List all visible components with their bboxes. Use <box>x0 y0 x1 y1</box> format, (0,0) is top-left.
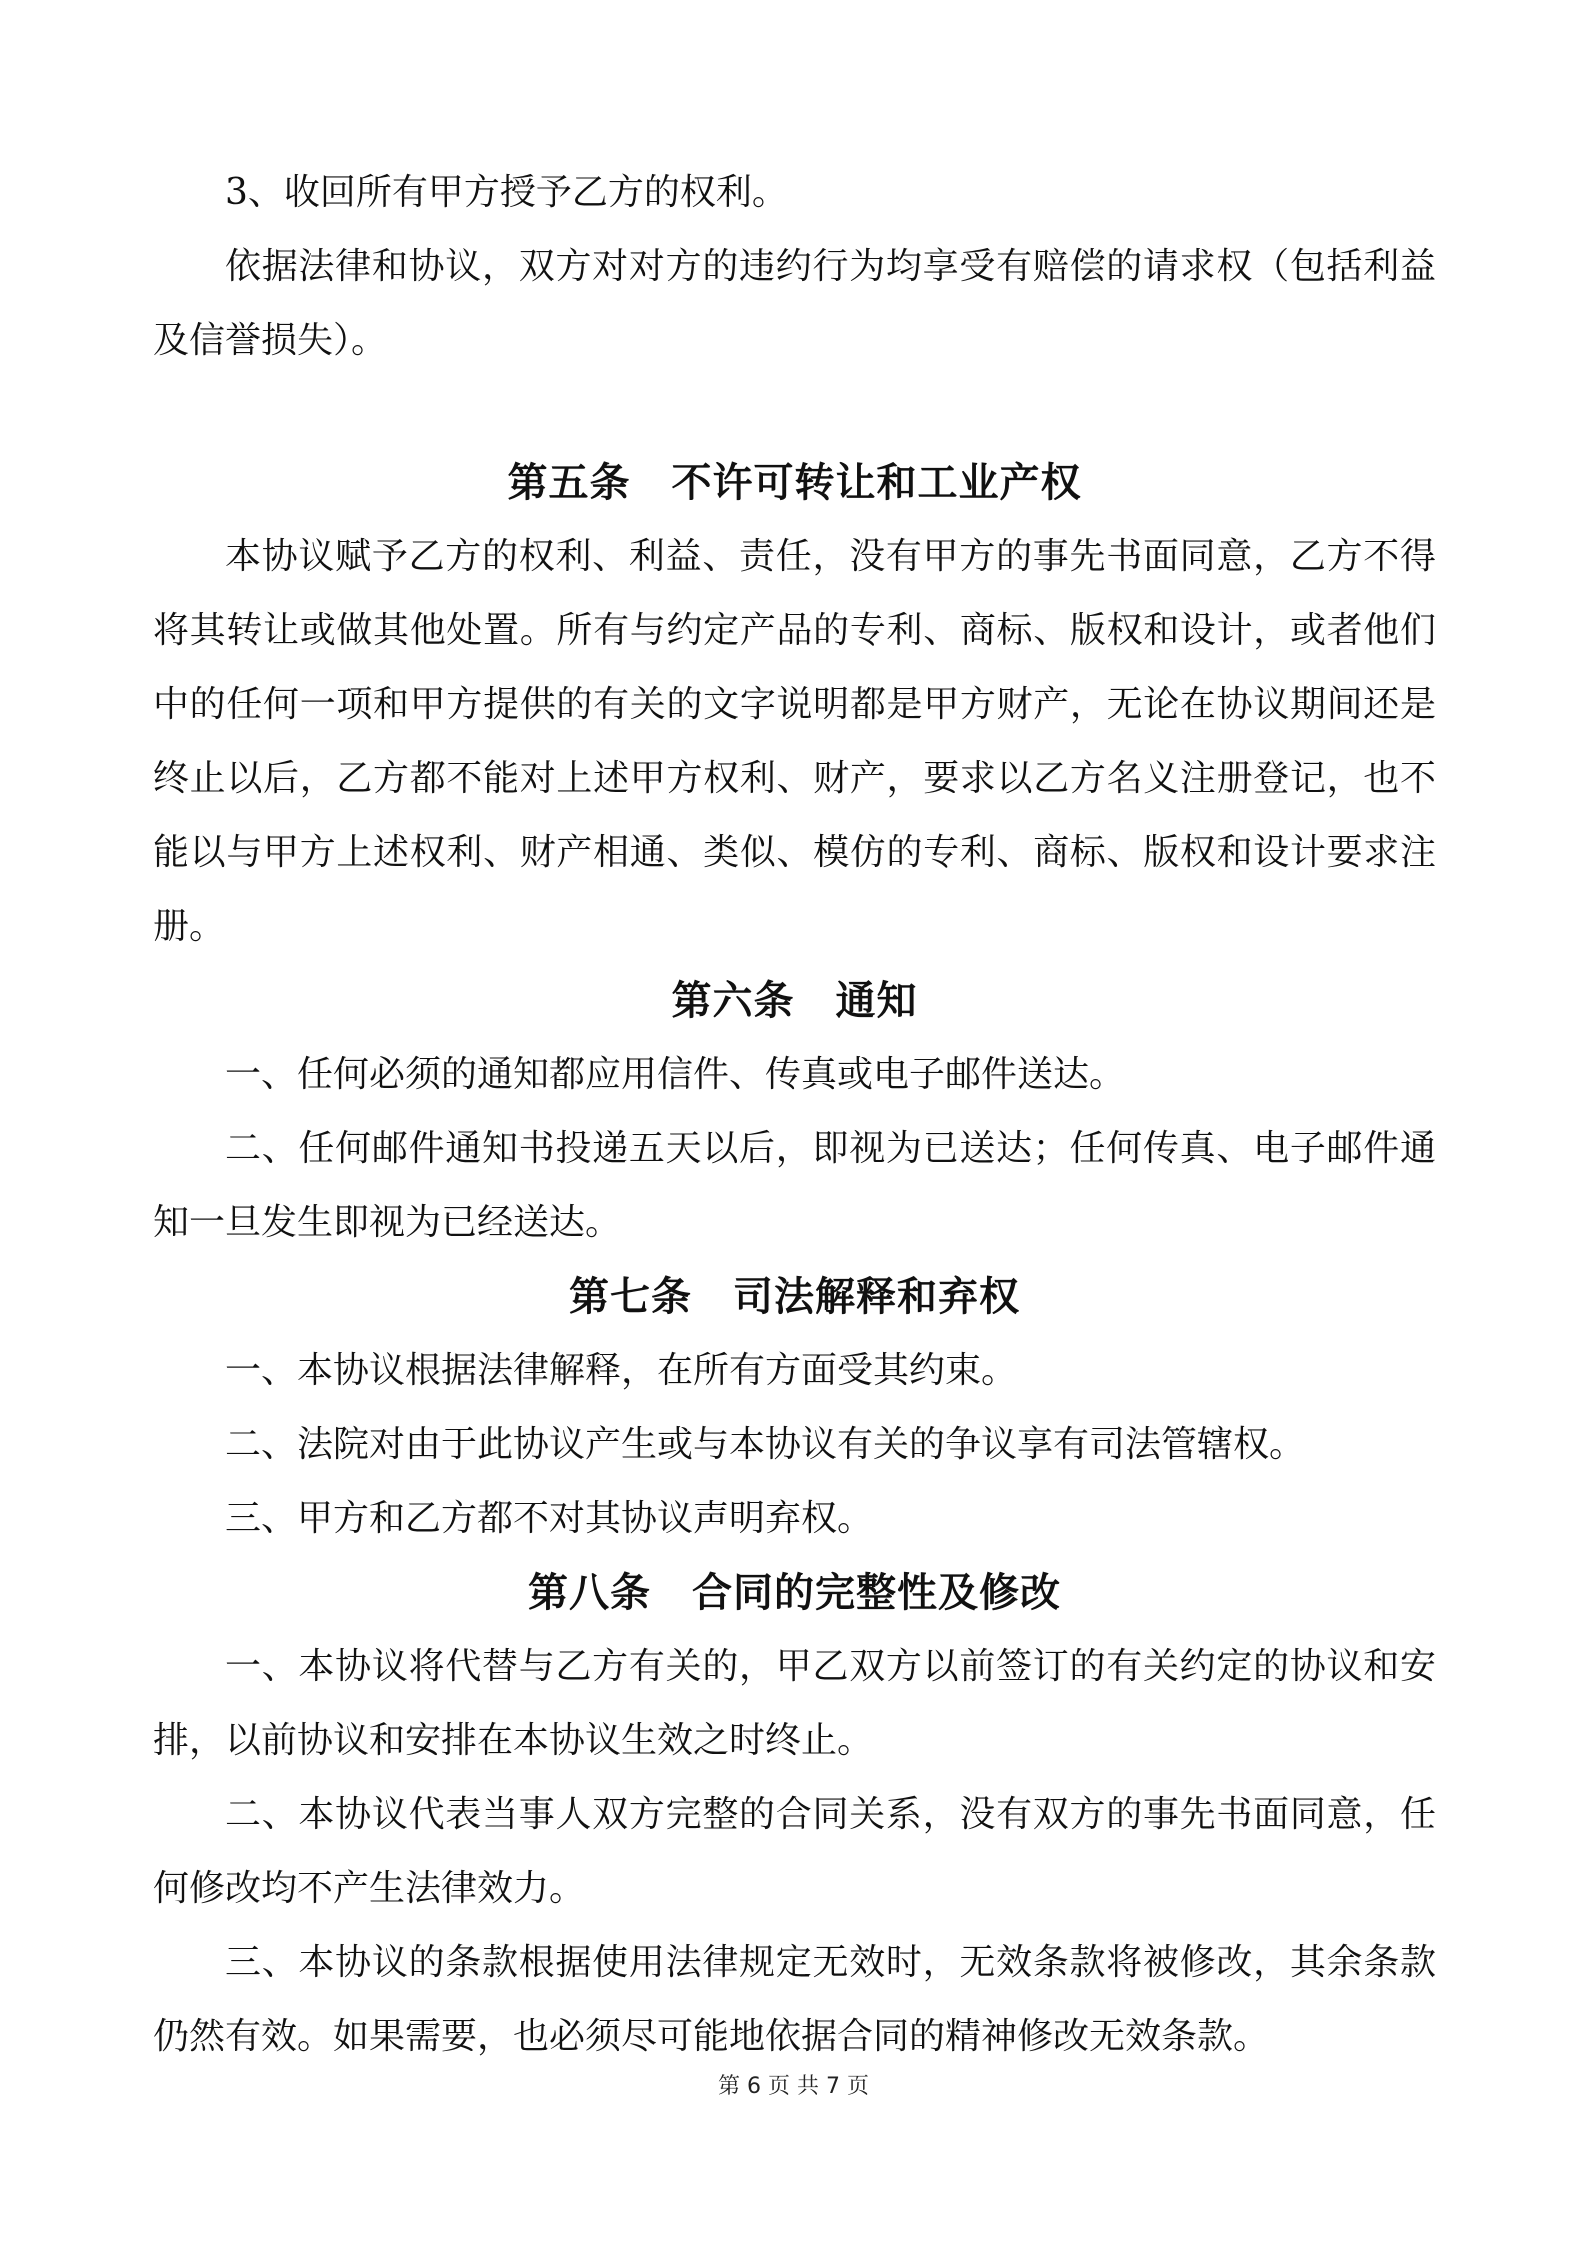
article-8-paragraph-2: 二、本协议代表当事人双方完整的合同关系，没有双方的事先书面同意，任何修改均不产生法律效力。 <box>153 1794 1436 1909</box>
article-5-title: 第五条 不许可转让和工业产权 <box>507 459 1082 506</box>
article-6-title: 第六条 通知 <box>671 977 918 1024</box>
intro-paragraph-1: 3、收回所有甲方授予乙方的权利。 <box>225 172 788 213</box>
article-8-title: 第八条 合同的完整性及修改 <box>528 1569 1061 1616</box>
page-number-footer: 第 6 页 共 7 页 <box>718 2074 869 2099</box>
document-page <box>153 156 1436 2074</box>
article-7-paragraph-3: 三、甲方和乙方都不对其协议声明弃权。 <box>225 1498 874 1539</box>
article-7-paragraph-1: 一、本协议根据法律解释，在所有方面受其约束。 <box>225 1350 1018 1391</box>
intro-paragraph-2: 依据法律和协议，双方对对方的违约行为均享受有赔偿的请求权（包括利益及信誉损失）。 <box>153 246 1436 361</box>
article-6-paragraph-1: 一、任何必须的通知都应用信件、传真或电子邮件送达。 <box>225 1054 1126 1095</box>
article-5-paragraph-1: 本协议赋予乙方的权利、利益、责任，没有甲方的事先书面同意，乙方不得将其转让或做其他处置。所有与约定产品的专利、商标、版权和设计，或者他们中的任何一项和甲方提供的有关的文字说明都是甲方财产，无论在协议期间还是终止以后，乙方都不能对上述甲方权利、财产，要求以乙方名义注册登记，也不能以与甲方上述权利、财产相通、类似、模仿的专利、商标、版权和设计要求注册。 <box>153 536 1436 947</box>
article-7-paragraph-2: 二、法院对由于此协议产生或与本协议有关的争议享有司法管辖权。 <box>225 1424 1306 1465</box>
article-6-paragraph-2: 二、任何邮件通知书投递五天以后，即视为已送达；任何传真、电子邮件通知一旦发生即视为已经送达。 <box>153 1128 1436 1243</box>
article-7-title: 第七条 司法解释和弃权 <box>569 1273 1020 1320</box>
article-8-paragraph-1: 一、本协议将代替与乙方有关的，甲乙双方以前签订的有关约定的协议和安排，以前协议和安排在本协议生效之时终止。 <box>153 1646 1436 1761</box>
section-spacer <box>153 378 1436 446</box>
article-8-paragraph-3: 三、本协议的条款根据使用法律规定无效时，无效条款将被修改，其余条款仍然有效。如果需要，也必须尽可能地依据合同的精神修改无效条款。 <box>153 1942 1436 2057</box>
